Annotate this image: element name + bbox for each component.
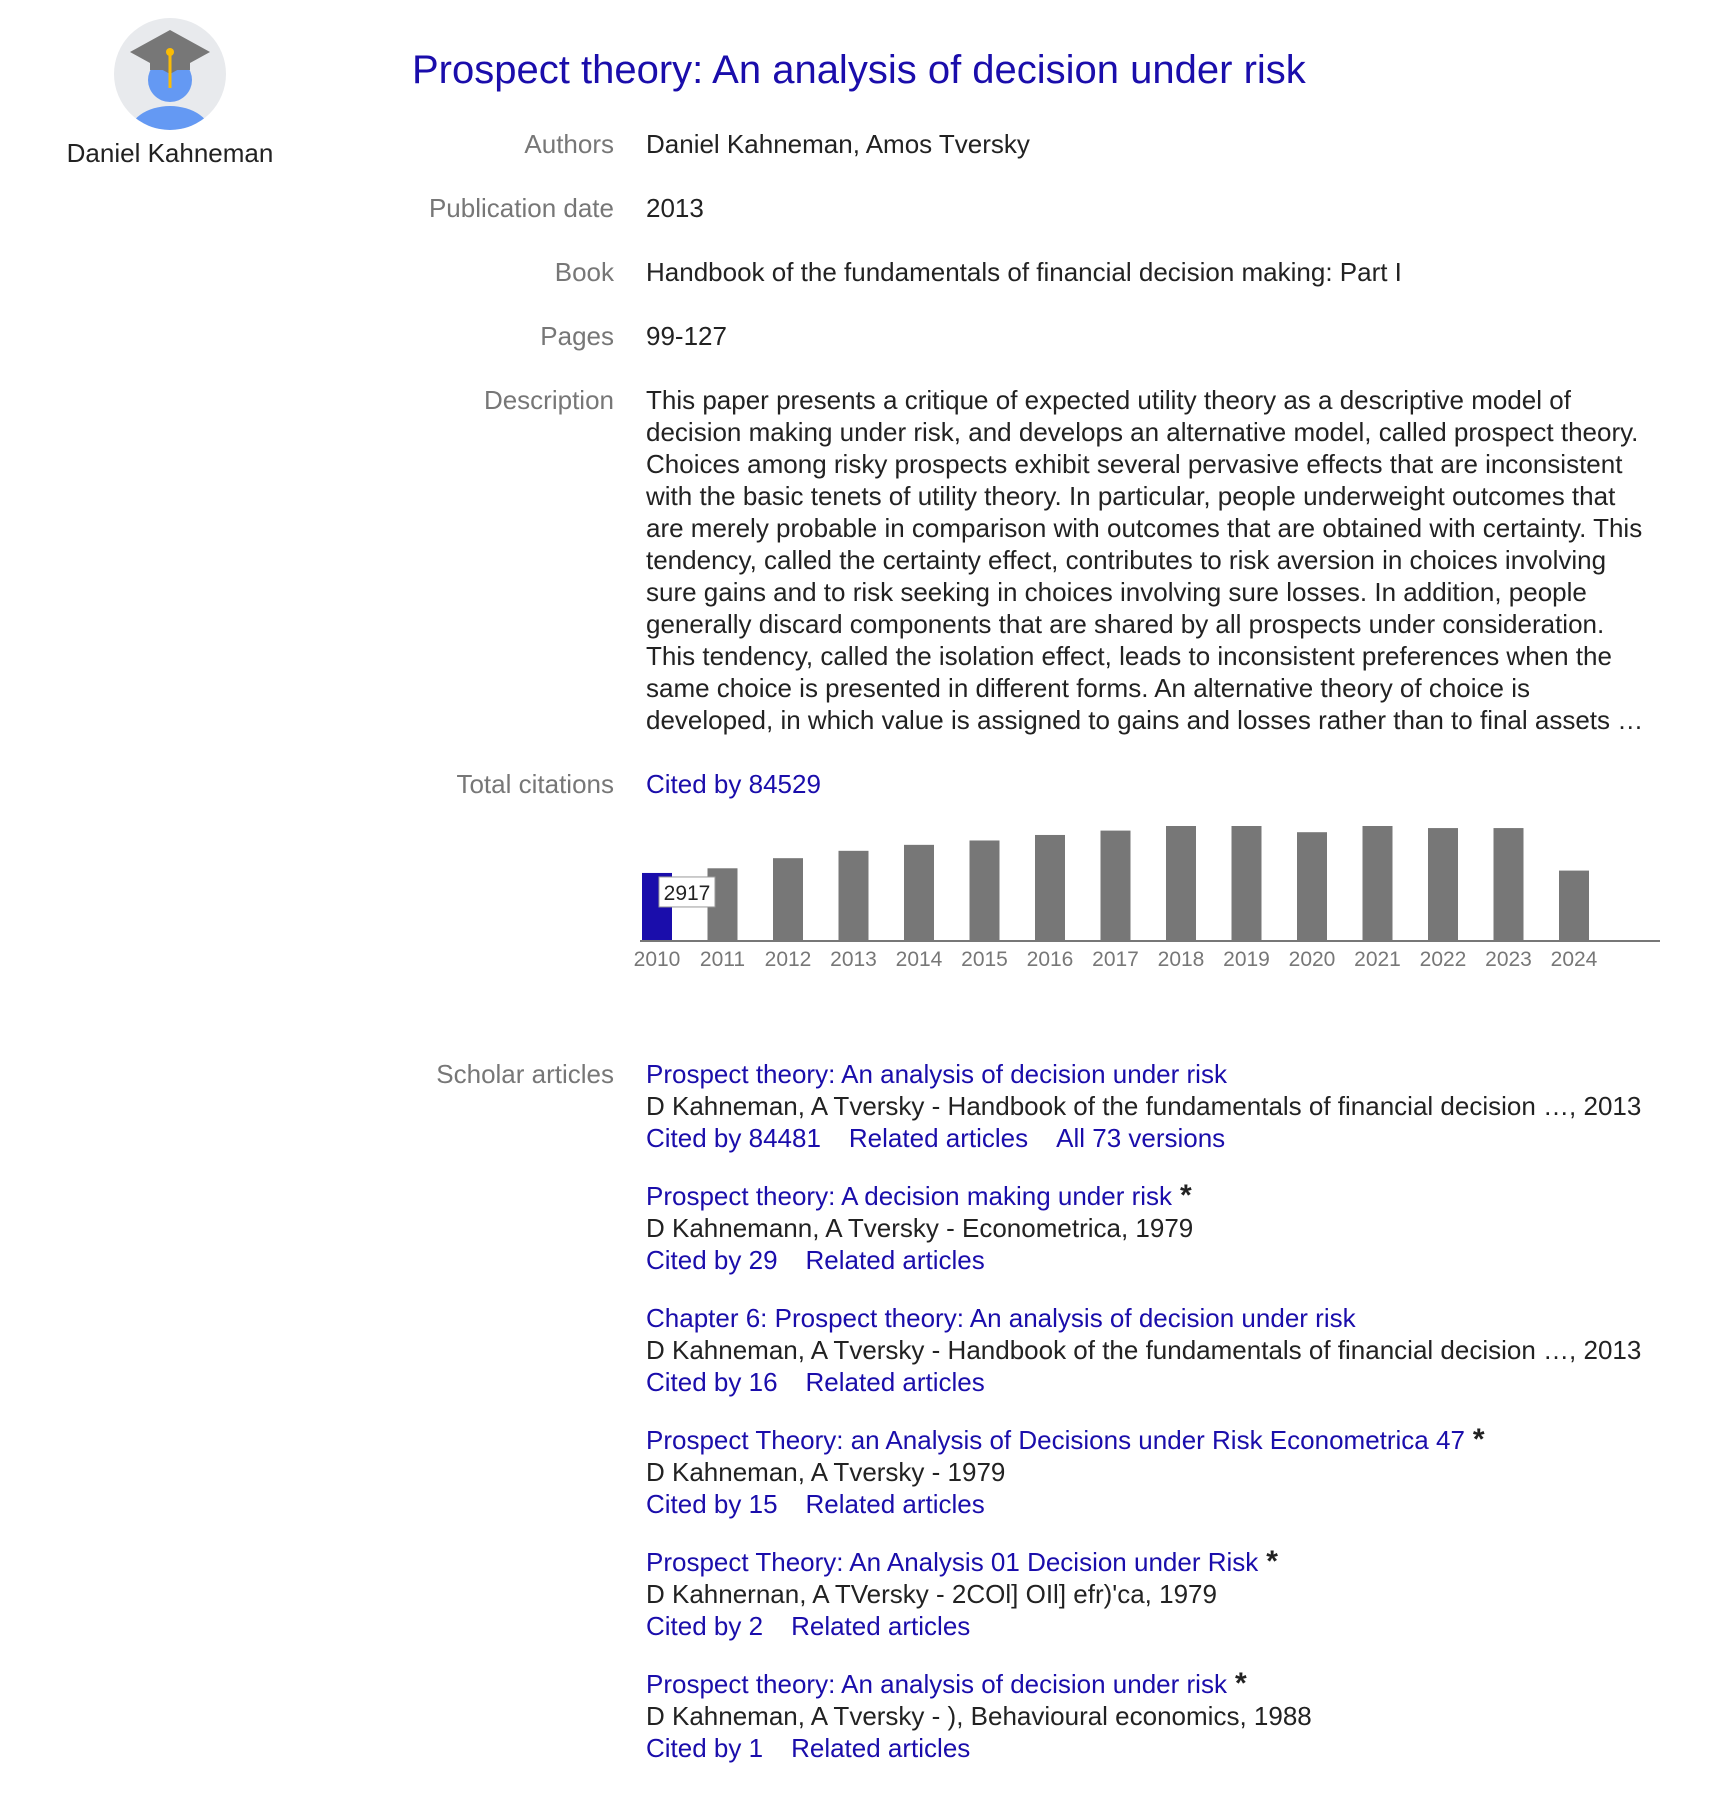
scholar-article — [646, 1058, 1656, 1154]
chart-bar-2021[interactable] — [1363, 826, 1393, 940]
scholar-article — [646, 1180, 1656, 1276]
scholar-article-title-link[interactable]: Prospect Theory: An Analysis 01 Decision under Risk — [646, 1547, 1259, 1577]
field-scholar-articles — [300, 1058, 1680, 1790]
chart-xtick-label: 2021 — [1354, 948, 1401, 971]
scholar-article-title-row — [646, 1424, 1656, 1456]
chart-bar-2024[interactable] — [1559, 871, 1589, 940]
chart-xtick-label: 2012 — [764, 948, 812, 971]
scholar-article-title-row — [646, 1302, 1656, 1334]
related-articles-link[interactable]: Related articles — [805, 1245, 985, 1275]
chart-bar-2020[interactable] — [1297, 832, 1327, 940]
related-articles-link[interactable]: Related articles — [791, 1733, 971, 1763]
scholar-article-title-row — [646, 1058, 1656, 1090]
chart-xtick-label: 2020 — [1288, 948, 1336, 971]
scholar-avatar-icon[interactable] — [114, 18, 226, 130]
scholar-article — [646, 1302, 1656, 1398]
star-icon: * — [1234, 1667, 1247, 1700]
chart-xtick-label: 2017 — [1092, 948, 1139, 971]
chart-bar-2017[interactable] — [1101, 831, 1131, 940]
chart-bar-2019[interactable] — [1232, 826, 1262, 940]
field-book — [300, 256, 1680, 288]
author-profile — [40, 18, 300, 169]
all-versions-link[interactable]: All 73 versions — [1056, 1123, 1226, 1153]
scholar-article-links — [646, 1610, 1656, 1642]
star-icon: * — [1266, 1545, 1278, 1578]
scholar-article-title-row — [646, 1668, 1656, 1700]
chart-bar-2023[interactable] — [1494, 828, 1524, 940]
chart-bar-2018[interactable] — [1166, 826, 1196, 940]
scholar-article-meta: D Kahneman, A Tversky - ), Behavioural economics, 1988 — [646, 1701, 1312, 1731]
book-label: Book — [554, 257, 614, 287]
chart-xtick-label: 2015 — [961, 948, 1008, 971]
related-articles-link[interactable]: Related articles — [805, 1367, 985, 1397]
description-label: Description — [483, 385, 614, 415]
scholar-article-links — [646, 1366, 1656, 1398]
citations-label: Total citations — [456, 769, 614, 799]
scholar-article-title-link[interactable]: Chapter 6: Prospect theory: An analysis of decision under risk — [646, 1303, 1356, 1333]
scholar-article-title-link[interactable]: Prospect Theory: an Analysis of Decisions under Risk Econometrica 47 — [646, 1425, 1465, 1455]
citations-per-year-chart — [633, 810, 1670, 980]
scholar-article-links — [646, 1244, 1656, 1276]
scholar-article — [646, 1424, 1656, 1520]
scholar-article — [646, 1668, 1656, 1764]
authors-value: Daniel Kahneman, Amos Tversky — [646, 129, 1030, 159]
scholar-articles-label: Scholar articles — [436, 1059, 614, 1089]
chart-xtick-label: 2023 — [1485, 948, 1532, 971]
article-title-link[interactable]: Prospect theory: An analysis of decision under risk — [412, 48, 1306, 92]
pages-value: 99-127 — [646, 321, 727, 351]
chart-xtick-label: 2019 — [1223, 948, 1270, 971]
chart-bar-2016[interactable] — [1035, 835, 1065, 940]
authors-label: Authors — [524, 129, 614, 159]
scholar-article-meta: D Kahneman, A Tversky - Handbook of the fundamentals of financial decision …, 2013 — [646, 1335, 1642, 1365]
scholar-article-meta: D Kahnernan, A TVersky - 2COl] OIl] efr)'ca, 1979 — [646, 1579, 1217, 1609]
field-pages — [300, 320, 1680, 352]
cited-by-link[interactable]: Cited by 1 — [646, 1733, 764, 1763]
related-articles-link[interactable]: Related articles — [791, 1611, 971, 1641]
scholar-article-title-row — [646, 1546, 1656, 1578]
author-name: Daniel Kahneman — [66, 138, 274, 168]
chart-xtick-label: 2013 — [830, 948, 877, 971]
chart-xtick-label: 2018 — [1157, 948, 1205, 971]
cited-by-link[interactable]: Cited by 2 — [646, 1611, 764, 1641]
chart-bar-2013[interactable] — [839, 851, 869, 940]
scholar-article-links — [646, 1732, 1656, 1764]
chart-xtick-label: 2024 — [1550, 948, 1598, 971]
chart-tooltip-value: 2917 — [663, 881, 711, 905]
chart-bar-2012[interactable] — [773, 858, 803, 940]
field-description — [300, 384, 1680, 736]
scholar-article-title-link[interactable]: Prospect theory: An analysis of decision under risk — [646, 1669, 1227, 1699]
scholar-article-links — [646, 1122, 1656, 1154]
field-total-citations — [300, 768, 1680, 800]
chart-xtick-label: 2014 — [895, 948, 943, 971]
cited-by-link[interactable]: Cited by 15 — [646, 1489, 778, 1519]
scholar-article — [646, 1546, 1656, 1642]
star-icon: * — [1180, 1179, 1192, 1212]
scholar-articles-list — [646, 1058, 1656, 1790]
star-icon: * — [1472, 1423, 1485, 1456]
pubdate-value: 2013 — [646, 193, 704, 223]
field-authors — [300, 128, 1680, 160]
chart-xtick-label: 2010 — [633, 948, 681, 971]
pages-label: Pages — [540, 321, 614, 351]
chart-bar-2014[interactable] — [904, 845, 934, 940]
related-articles-link[interactable]: Related articles — [848, 1123, 1029, 1153]
pubdate-label: Publication date — [428, 193, 614, 223]
related-articles-link[interactable]: Related articles — [805, 1489, 985, 1519]
scholar-article-title-row — [646, 1180, 1656, 1212]
cited-by-link[interactable]: Cited by 29 — [646, 1245, 778, 1275]
description-value: This paper presents a critique of expected utility theory as a descriptive model of decision making under risk, and develops an alternative model, called prospect theory. Choices among risky prospects exhibit several pervasive effects that are inconsistent with the basic tenets of utility theory. In particular, people underweight outcomes that are merely probable in comparison with outcomes that are obtained with certainty. This tendency, called the certainty effect, contributes to risk aversion in choices involving sure gains and to risk seeking in choices involving sure losses. In addition, people generally discard components that are shared by all prospects under consideration. This tendency, called the isolation effect, leads to inconsistent preferences when the same choice is presented in different forms. An alternative theory of choice is developed, in which value is assigned to gains and losses rather than to final assets … — [646, 385, 1644, 735]
scholar-article-meta: D Kahneman, A Tversky - 1979 — [646, 1457, 1006, 1487]
chart-xtick-label: 2022 — [1419, 948, 1467, 971]
scholar-article-title-link[interactable]: Prospect theory: A decision making under risk — [646, 1181, 1173, 1211]
scholar-article-links — [646, 1488, 1656, 1520]
scholar-article-title-link[interactable]: Prospect theory: An analysis of decision under risk — [646, 1059, 1227, 1089]
chart-bar-2015[interactable] — [970, 840, 1000, 940]
cited-by-link[interactable]: Cited by 16 — [646, 1367, 778, 1397]
chart-xtick-label: 2011 — [699, 948, 746, 971]
cited-by-link[interactable]: Cited by 84481 — [646, 1123, 821, 1153]
field-publication-date — [300, 192, 1680, 224]
cited-by-total-link[interactable]: Cited by 84529 — [646, 769, 821, 799]
scholar-article-meta: D Kahnemann, A Tversky - Econometrica, 1979 — [646, 1213, 1194, 1243]
chart-bar-2022[interactable] — [1428, 828, 1458, 940]
chart-xtick-label: 2016 — [1026, 948, 1074, 971]
scholar-article-meta: D Kahneman, A Tversky - Handbook of the fundamentals of financial decision …, 2013 — [646, 1091, 1642, 1121]
book-value: Handbook of the fundamentals of financial decision making: Part I — [646, 257, 1402, 287]
